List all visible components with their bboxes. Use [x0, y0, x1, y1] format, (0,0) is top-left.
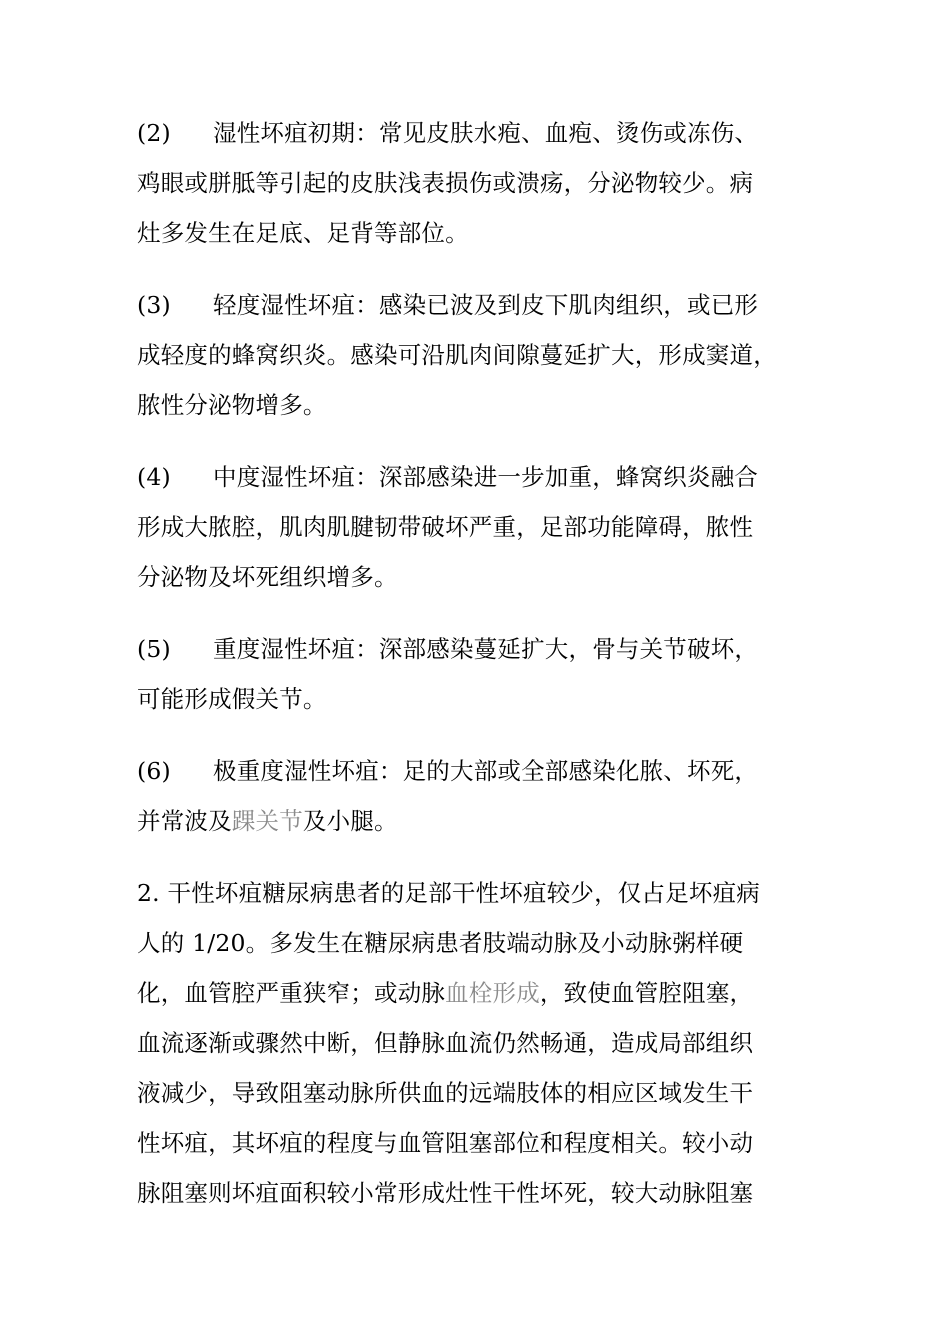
paragraph-item-3: [137, 280, 807, 430]
item-number: (4): [137, 463, 171, 491]
text-line: 灶多发生在足底、足背等部位。: [137, 219, 469, 247]
text-segment: 化，血管腔严重狭窄；或动脉: [137, 979, 446, 1007]
text-line: 鸡眼或胼胝等引起的皮肤浅表损伤或溃疡，分泌物较少。病: [137, 169, 754, 197]
text-line: [137, 108, 807, 158]
item-text: 重度湿性坏疽：深部感染蔓延扩大，骨与关节破坏，: [213, 635, 759, 663]
text-line: [137, 746, 807, 796]
text-line: [137, 796, 807, 846]
paragraph-item-4: [137, 452, 807, 602]
item-number: (5): [137, 635, 171, 663]
item-text: 极重度湿性坏疽：足的大部或全部感染化脓、坏死，: [213, 757, 759, 785]
text-line: [137, 280, 807, 330]
text-line: 人的 1/20。多发生在糖尿病患者肢端动脉及小动脉粥样硬: [137, 929, 744, 957]
text-line: 液减少，导致阻塞动脉所供血的远端肢体的相应区域发生干: [137, 1079, 754, 1107]
paragraph-dry-gangrene: [137, 868, 807, 1218]
item-text: 湿性坏疽初期：常见皮肤水疱、血疱、烫伤或冻伤、: [213, 119, 759, 147]
text-line: [137, 624, 807, 674]
text-line: 脓性分泌物增多。: [137, 391, 327, 419]
item-number: (3): [137, 291, 171, 319]
text-line: [137, 968, 807, 1018]
paragraph-item-2: [137, 108, 807, 258]
text-line: 可能形成假关节。: [137, 685, 327, 713]
text-line: 血流逐渐或骤然中断，但静脉血流仍然畅通，造成局部组织: [137, 1029, 754, 1057]
item-text: 轻度湿性坏疽：感染已波及到皮下肌肉组织，或已形: [213, 291, 759, 319]
item-number: (2): [137, 119, 171, 147]
text-segment: ，致使血管腔阻塞，: [539, 979, 754, 1007]
ankle-joint-link[interactable]: 踝关节: [231, 807, 303, 835]
text-segment: 并常波及: [137, 807, 232, 835]
item-number: (6): [137, 757, 171, 785]
thrombosis-link[interactable]: 血栓形成: [445, 979, 540, 1007]
text-line: 成轻度的蜂窝织炎。感染可沿肌肉间隙蔓延扩大，形成窦道，: [137, 341, 777, 369]
text-segment: 及小腿。: [302, 807, 398, 835]
paragraph-item-6: [137, 746, 807, 846]
text-line: 形成大脓腔，肌肉肌腱韧带破坏严重，足部功能障碍，脓性: [137, 513, 754, 541]
text-line: 2. 干性坏疽糖尿病患者的足部干性坏疽较少，仅占足坏疽病: [137, 879, 760, 907]
text-line: [137, 452, 807, 502]
text-line: 脉阻塞则坏疽面积较小常形成灶性干性坏死，较大动脉阻塞: [137, 1179, 754, 1207]
text-line: 分泌物及坏死组织增多。: [137, 563, 398, 591]
item-text: 中度湿性坏疽：深部感染进一步加重，蜂窝织炎融合: [213, 463, 759, 491]
text-line: 性坏疽，其坏疽的程度与血管阻塞部位和程度相关。较小动: [137, 1129, 754, 1157]
paragraph-item-5: [137, 624, 807, 724]
